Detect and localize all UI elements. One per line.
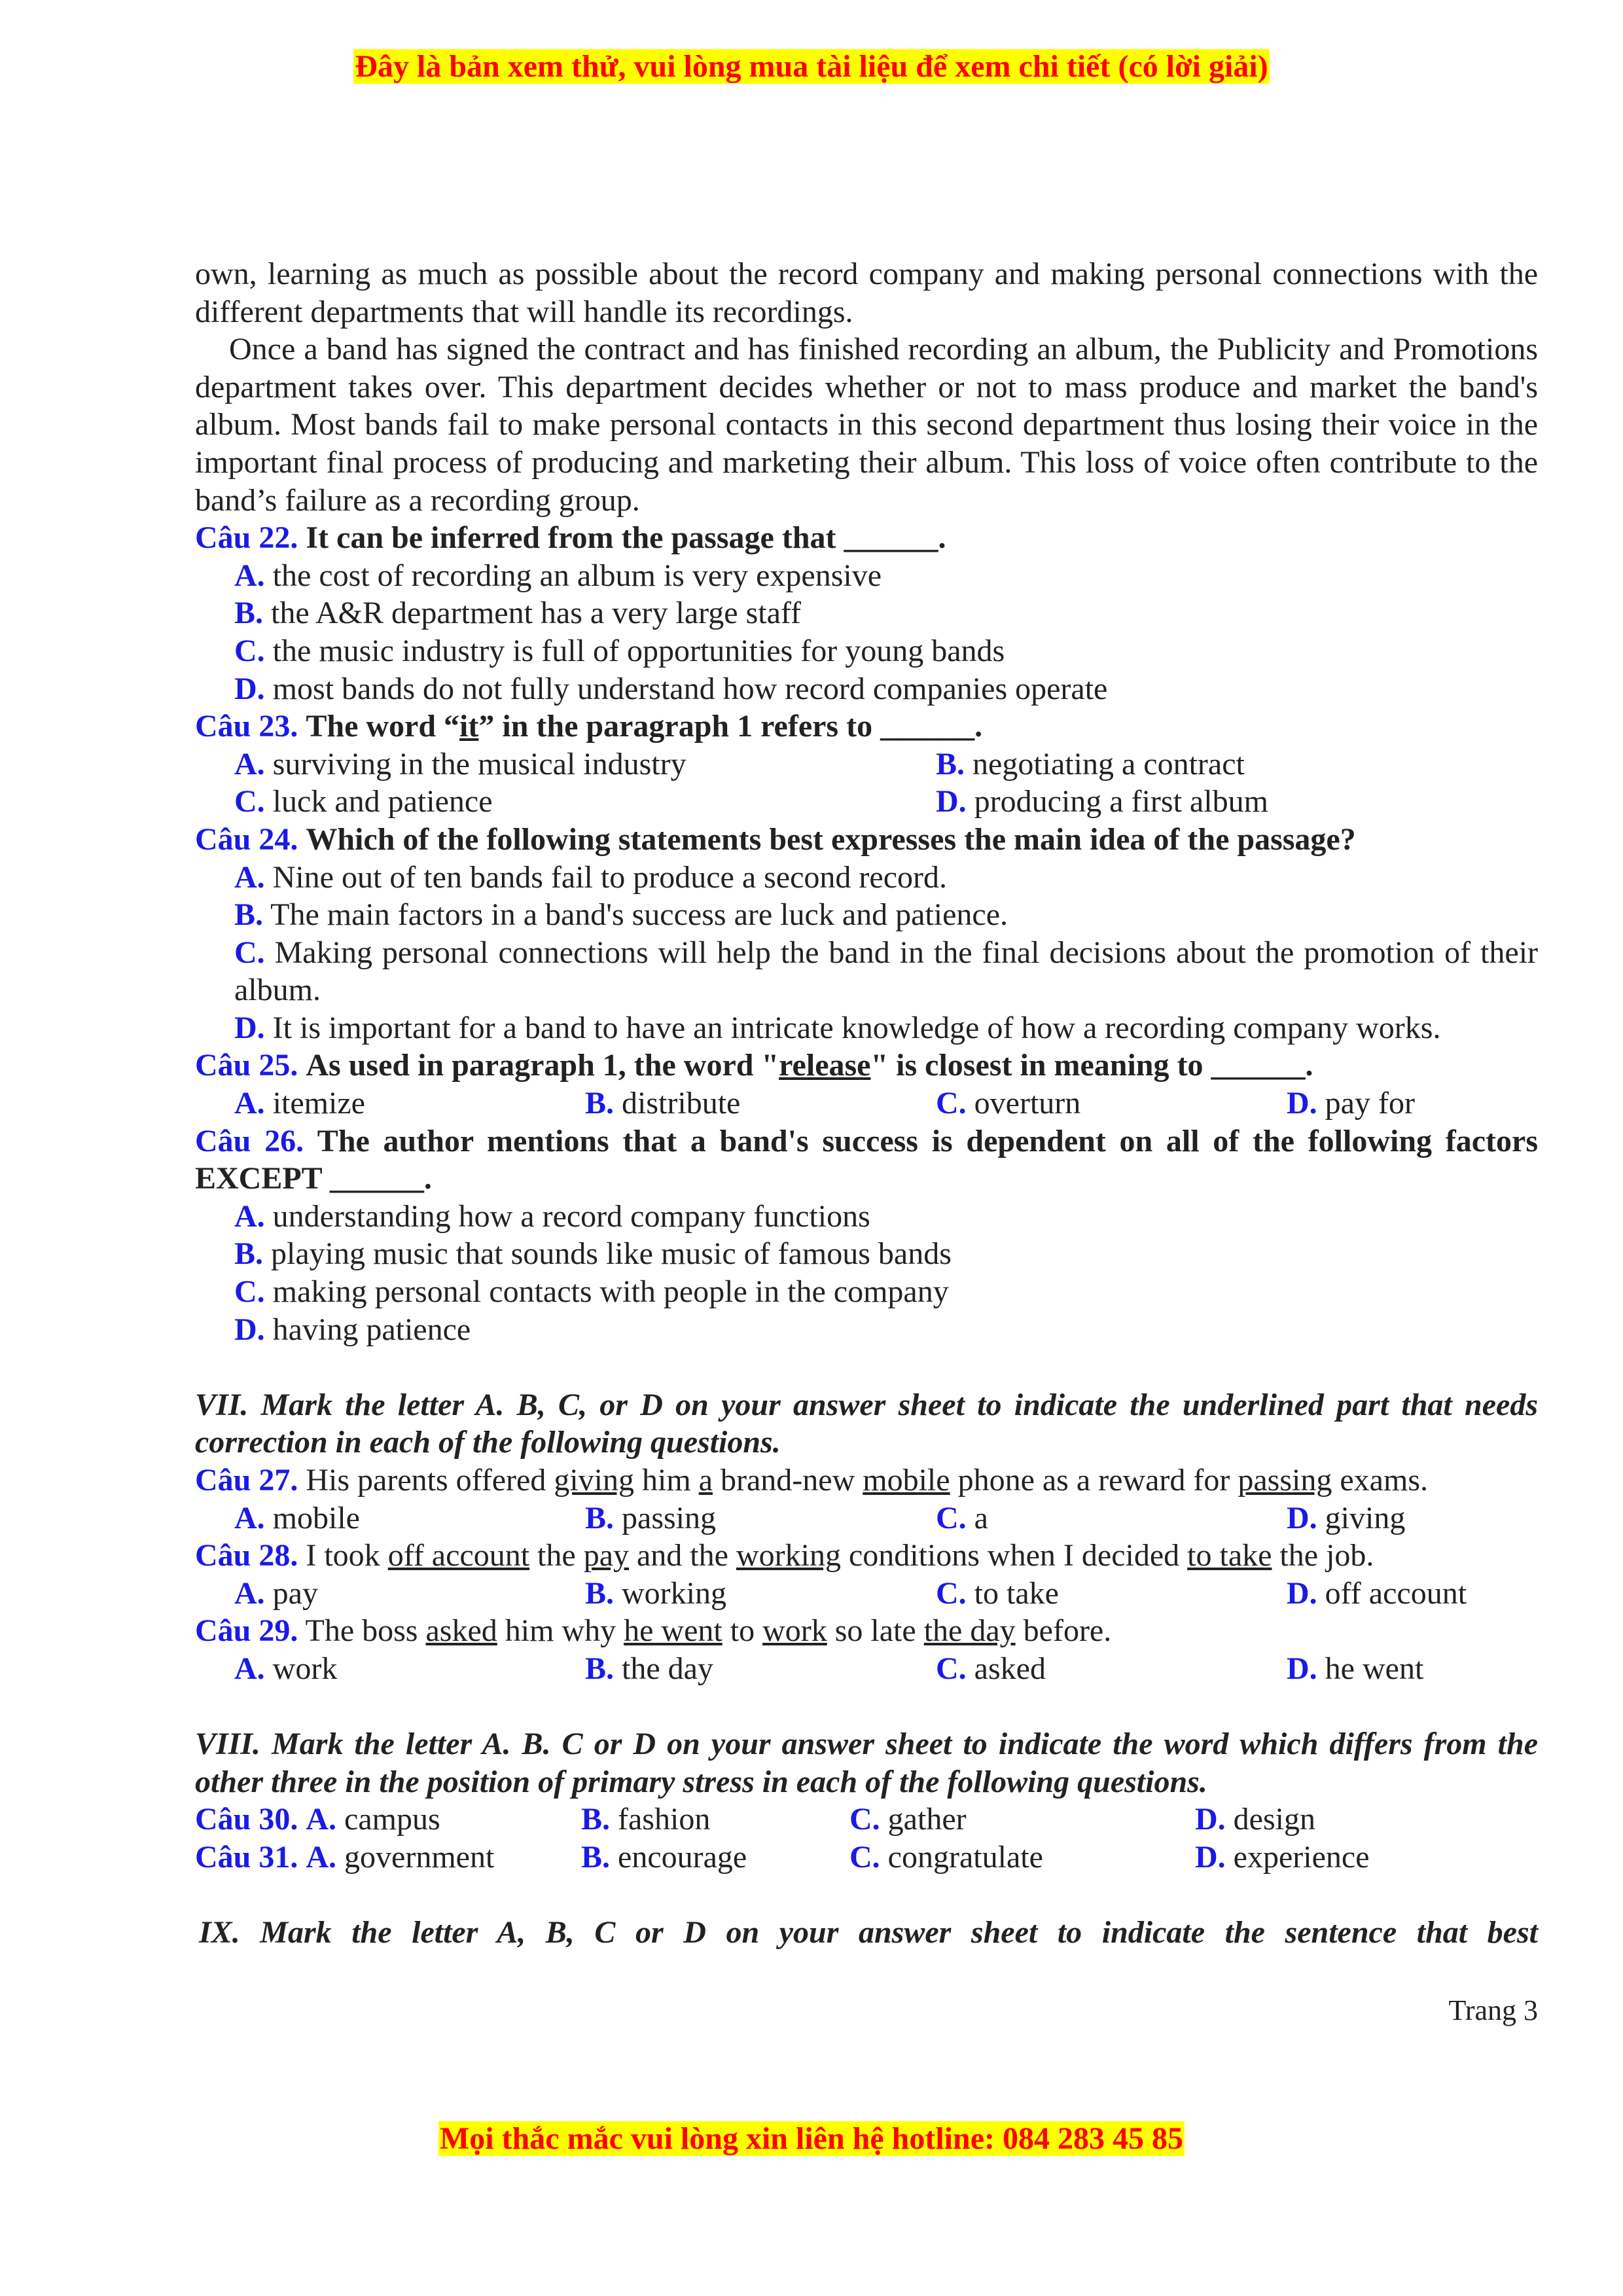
option-c: C. gather (849, 1802, 967, 1837)
question-25 (195, 1047, 1538, 1085)
option-d: D. experience (1195, 1839, 1370, 1874)
question-number: Câu 22. (195, 520, 298, 556)
question-number: Câu 24. (195, 821, 298, 857)
question-27: Câu 27. His parents offered giving him a brand-new mobile phone as a reward for passing exams. (195, 1463, 1428, 1498)
option-c: C. overturn (936, 1086, 1081, 1121)
options-row (195, 1085, 1538, 1122)
option-b: B. playing music that sounds like music of famous bands (234, 1236, 952, 1272)
option-a: A. work (234, 1651, 338, 1686)
question-number: Câu 25. (195, 1048, 298, 1083)
option-c: C. Making personal connections will help the band in the final decisions about the promotion of their album. (234, 935, 1539, 1008)
option-d: D. most bands do not fully understand how record companies operate (234, 671, 1108, 706)
hotline-banner (0, 2119, 1623, 2159)
option-d: D. design (1195, 1802, 1315, 1837)
option-a: A. itemize (234, 1086, 365, 1121)
question-number: Câu 29. (195, 1613, 298, 1649)
section-viii-heading: VIII. Mark the letter A. B. C or D on your answer sheet to indicate the word which differs from the other three in the position of primary stress in each of the following questions. (195, 1727, 1538, 1799)
option-d: D. pay for (1287, 1086, 1415, 1121)
option-b: B. working (585, 1575, 726, 1611)
question-number: Câu 27. (195, 1463, 298, 1498)
question-stem: As used in paragraph 1, the word "release" is closest in meaning to ______. (306, 1048, 1313, 1083)
section-ix-heading: IX. Mark the letter A, B, C or D on your answer sheet to indicate the sentence that best (199, 1915, 1538, 1950)
document-body (195, 255, 1538, 1952)
option-c: C. the music industry is full of opportunities for young bands (234, 633, 1005, 668)
options-row-1 (195, 745, 1538, 783)
option-d: D. It is important for a band to have an intricate knowledge of how a recording company works. (234, 1010, 1441, 1045)
page-number: Trang 3 (1448, 1994, 1538, 2026)
question-number: Câu 26. (195, 1123, 304, 1158)
question-26 (195, 1122, 1538, 1198)
question-28: Câu 28. I took off account the pay and the working conditions when I decided to take the job. (195, 1538, 1374, 1573)
question-stem: The author mentions that a band's success is dependent on all of the following factors EXCEPT ______. (195, 1123, 1539, 1196)
option-a: A. mobile (234, 1500, 360, 1535)
option-c: C. making personal contacts with people in the company (234, 1274, 949, 1310)
option-a: A. Nine out of ten bands fail to produce a second record. (234, 859, 947, 895)
options-row (195, 1575, 1538, 1613)
question-23 (195, 708, 1538, 745)
option-b: B. the day (585, 1651, 713, 1686)
option-d: D. he went (1287, 1651, 1424, 1686)
question-number: Câu 28. (195, 1538, 298, 1573)
question-31 (195, 1839, 1538, 1876)
option-d: D. giving (1287, 1500, 1406, 1535)
option-b: B. The main factors in a band's success are luck and patience. (234, 897, 1008, 933)
hotline-text: Mọi thắc mắc vui lòng xin liên hệ hotline: 084 283 45 85 (439, 2121, 1183, 2156)
options-row (195, 1499, 1538, 1537)
question-number: Câu 23. (195, 709, 298, 744)
option-c: C. luck and patience (234, 784, 493, 819)
preview-notice-text: Đây là bản xem thử, vui lòng mua tài liệu để xem chi tiết (có lời giải) (355, 49, 1268, 84)
option-c: C. congratulate (849, 1839, 1043, 1874)
option-b: B. negotiating a contract (936, 746, 1245, 781)
options-row-2 (195, 783, 1538, 821)
question-stem: Which of the following statements best expresses the main idea of the passage? (306, 821, 1356, 857)
question-stem: It can be inferred from the passage that ______. (306, 520, 946, 556)
question-stem: The word “it” in the paragraph 1 refers to ______. (306, 709, 983, 744)
option-b: B. passing (585, 1500, 717, 1535)
option-d: D. producing a first album (936, 784, 1268, 819)
option-a: A. the cost of recording an album is very expensive (234, 558, 882, 593)
question-24 (195, 821, 1538, 859)
question-29: Câu 29. The boss asked him why he went to work so late the day before. (195, 1613, 1112, 1649)
option-a: A. pay (234, 1575, 318, 1611)
section-vii-heading: VII. Mark the letter A. B, C, or D on your answer sheet to indicate the underlined part that needs correction in each of the following questions. (195, 1387, 1538, 1460)
option-c: C. to take (936, 1575, 1059, 1611)
option-b: B. the A&R department has a very large staff (234, 596, 801, 631)
option-c: C. asked (936, 1651, 1046, 1686)
option-a: Câu 31. A. government (195, 1839, 495, 1874)
passage-paragraph-1: own, learning as much as possible about the record company and making personal connections with the different departments that will handle its recordings. (195, 257, 1538, 329)
passage-paragraph-2: Once a band has signed the contract and has finished recording an album, the Publicity and Promotions department takes over. This department decides whether or not to mass produce and market the band's album. Most bands fail to make personal contacts in this second department thus losing their voice in the important final process of producing and marketing their album. This loss of voice often contribute to the band’s failure as a recording group. (195, 332, 1538, 518)
option-c: C. a (936, 1500, 988, 1535)
option-b: B. distribute (585, 1086, 741, 1121)
option-b: B. fashion (581, 1802, 711, 1837)
options-row (195, 1650, 1538, 1688)
preview-notice-banner (0, 47, 1623, 86)
option-a: A. surviving in the musical industry (234, 746, 687, 781)
question-30 (195, 1801, 1538, 1839)
option-d: D. having patience (234, 1312, 471, 1347)
option-b: B. encourage (581, 1839, 747, 1874)
question-22 (195, 519, 1538, 557)
option-a: Câu 30. A. campus (195, 1802, 440, 1837)
option-d: D. off account (1287, 1575, 1467, 1611)
option-a: A. understanding how a record company functions (234, 1198, 870, 1234)
